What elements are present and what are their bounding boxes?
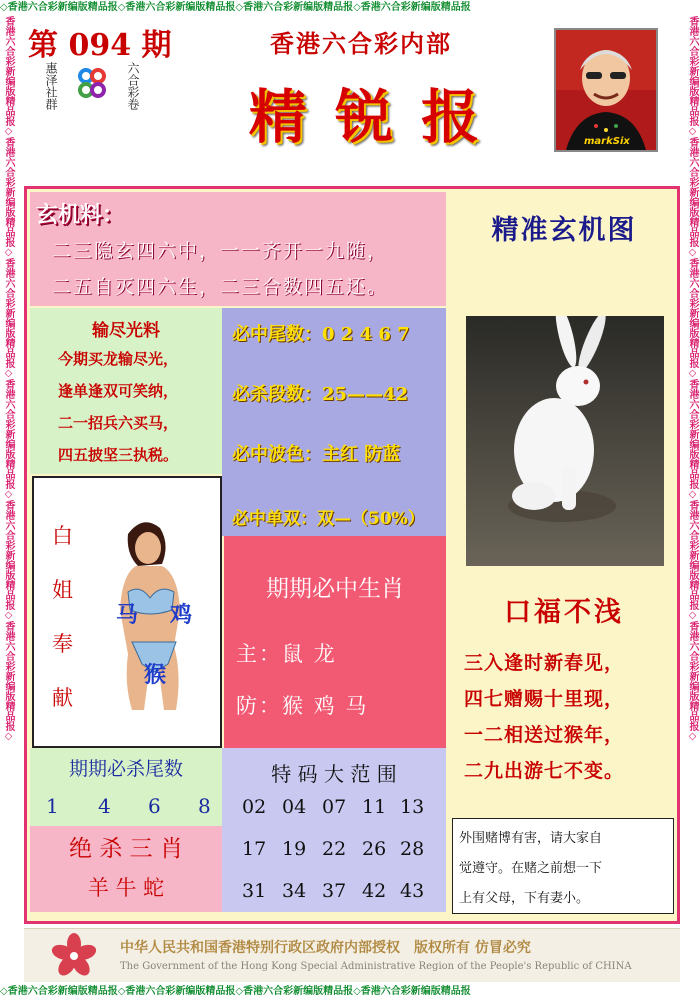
special-number: 19 (282, 838, 307, 860)
lose-all-line-4: 四五披坚三执税。 (58, 446, 179, 464)
bauhinia-emblem-icon (50, 932, 98, 980)
kill-tail-heading: 期期必杀尾数 (68, 758, 183, 780)
notice-line-1: 外围赌博有害，请大家自 (459, 831, 603, 846)
mystery-heading: 玄机料： (36, 202, 125, 228)
special-number: 07 (322, 796, 347, 818)
mystery-line-1: 二三隐玄四六中，一一齐开一九随， (52, 240, 389, 262)
special-number: 34 (282, 880, 307, 902)
model-word-rooster: 鸡 (170, 602, 193, 628)
right-border-text: 香港六合彩新编版精品报◇香港六合彩新编版精品报◇香港六合彩新编版精品报◇香港六合彩新编版精品报◇香港六合彩新编版精品报◇香港六合彩新编版精品报◇ (687, 16, 698, 742)
special-number: 02 (242, 796, 267, 818)
special-number: 22 (322, 838, 347, 860)
special-number: 37 (322, 880, 347, 902)
mystery-panel (30, 192, 446, 306)
special-number: 17 (242, 838, 267, 860)
footer (24, 928, 680, 982)
header (16, 16, 684, 184)
special-number: 28 (400, 838, 425, 860)
kill-tail-number-3: 6 (148, 794, 161, 818)
right-heading: 精准玄机图 (491, 215, 637, 246)
kill-tail-number-2: 4 (98, 794, 111, 818)
photo-caption: markSix (584, 136, 630, 147)
poem-line-4: 二九出游七不变。 (464, 760, 625, 782)
special-number: 31 (242, 880, 267, 902)
top-border-text: ◇香港六合彩新编版精品报◇香港六合彩新编版精品报◇香港六合彩新编版精品报◇香港六合彩新编版精品报 (0, 2, 471, 13)
poem-line-2: 四七赠赐十里现， (464, 688, 625, 710)
poem-title: 口福不浅 (504, 597, 624, 628)
special-number: 11 (362, 796, 387, 818)
left-label-2: 六合彩卷 (126, 62, 140, 110)
stats-panel (222, 308, 446, 536)
model-box (32, 476, 222, 748)
notice-line-2: 觉遵守。在赌之前想一下 (459, 861, 603, 876)
special-heading: 特 码 大 范 围 (271, 762, 397, 786)
special-number: 43 (400, 880, 425, 902)
page-title: 精 锐 报 (248, 83, 484, 151)
special-number: 42 (362, 880, 387, 902)
special-number: 26 (362, 838, 387, 860)
poem-line-3: 一二相送过猴年， (464, 724, 625, 746)
subtitle: 香港六合彩内部 (270, 29, 452, 58)
notice-line-3: 上有父母，下有妻小。 (459, 891, 590, 906)
kill-three-heading: 绝 杀 三 肖 (69, 836, 183, 862)
poem-line-1: 三入逢时新春见， (464, 652, 625, 674)
zodiac-panel (224, 536, 446, 748)
stat-segment: 必杀段数：25——42 (232, 384, 409, 405)
issue-number: 第 094 期 (28, 28, 172, 63)
logo-icon (74, 66, 110, 102)
bottom-border-text: ◇香港六合彩新编版精品报◇香港六合彩新编版精品报◇香港六合彩新编版精品报◇香港六合彩新编版精品报 (0, 986, 471, 997)
model-word-horse: 马 (116, 602, 139, 628)
mystery-line-2: 二五自灭四六生，二三合数四五还。 (52, 276, 389, 298)
lose-all-heading: 输尽光料 (92, 321, 160, 341)
special-number: 13 (400, 796, 425, 818)
host-photo (554, 28, 658, 152)
left-border-text: 香港六合彩新编版精品报◇香港六合彩新编版精品报◇香港六合彩新编版精品报◇香港六合彩新编版精品报◇香港六合彩新编版精品报◇香港六合彩新编版精品报◇ (3, 16, 14, 742)
special-number: 04 (282, 796, 307, 818)
lose-all-line-3: 二一招兵六买马， (58, 414, 179, 432)
lose-all-line-2: 逢单逢双可笑纳， (58, 382, 179, 400)
stat-odd-even: 必中单双：双—（50%） (232, 509, 425, 529)
stat-tail: 必中尾数：0 2 4 6 7 (232, 324, 410, 345)
rabbit-image (466, 316, 664, 566)
left-label-1: 惠泽社群 (44, 62, 58, 110)
model-side-char-2: 姐 (52, 578, 73, 602)
notice-box (452, 818, 674, 914)
footer-cn: 中华人民共和国香港特别行政区政府内部授权 版权所有 仿冒必究 (120, 940, 531, 956)
model-side-char-3: 奉 (52, 632, 73, 656)
kill-tail-panel (30, 748, 222, 826)
footer-en: The Government of the Hong Kong Special Administrative Region of the People's Republic of CHINA (120, 961, 632, 972)
zodiac-heading: 期期必中生肖 (266, 576, 404, 602)
model-side-char-4: 献 (52, 686, 73, 710)
model-word-monkey: 猴 (144, 662, 167, 688)
lose-all-panel (30, 308, 222, 474)
model-side-char-1: 白 (52, 524, 73, 548)
zodiac-main: 主：鼠 龙 (236, 642, 337, 666)
special-panel (222, 748, 446, 912)
kill-tail-number-1: 1 (46, 794, 59, 818)
stat-color: 必中波色：主红 防蓝 (232, 444, 401, 465)
lose-all-line-1: 今期买龙输尽光， (58, 350, 179, 368)
kill-three-panel (30, 826, 222, 912)
kill-tail-number-4: 8 (198, 794, 211, 818)
kill-three-animals: 羊 牛 蛇 (87, 876, 165, 900)
zodiac-guard: 防：猴 鸡 马 (236, 694, 369, 718)
